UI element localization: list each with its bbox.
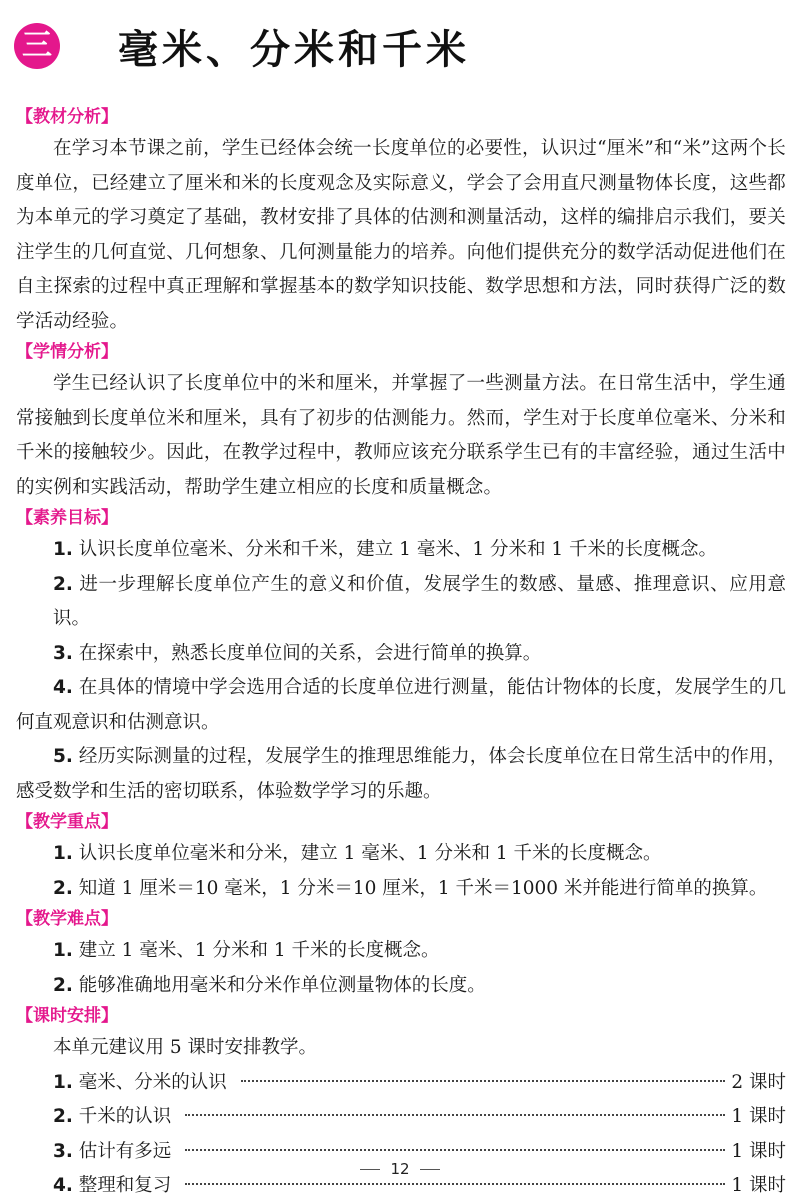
chapter-number-badge: 三 [14,23,60,69]
goal-number: 3. [53,642,73,664]
schedule-row [16,1100,786,1135]
schedule-number: 1. [53,1071,73,1093]
goal-number: 5. [53,746,73,767]
key-point-item [16,872,786,907]
goal-item [16,533,786,568]
difficulty-number: 1. [53,940,73,961]
schedule-hours: 2 课时 [731,1071,786,1093]
chapter-header [14,18,470,74]
dot-leader [185,1114,725,1116]
goal-item [16,637,786,672]
page-number: 12 [390,1160,410,1178]
goal-text: 进一步理解长度单位产生的意义和价值，发展学生的数感、量感、推理意识、应用意识。 [53,573,786,629]
schedule-lesson [53,1100,171,1135]
section-heading-teaching-material: 【教材分析】 [16,107,118,127]
goal-item [16,568,786,637]
schedule-hours: 1 课时 [731,1106,786,1127]
goal-text: 在具体的情境中学会选用合适的长度单位进行测量，能估计物体的长度，发展学生的几何直观意识和估测意识。 [16,677,786,733]
key-point-number: 1. [53,843,73,864]
difficulty-item [16,969,786,1004]
section-heading-goals: 【素养目标】 [16,508,118,528]
schedule-row [16,1066,786,1101]
schedule-intro: 本单元建议用 5 课时安排教学。 [53,1037,318,1058]
schedule-number: 2. [53,1106,73,1127]
footer-dash-left [360,1169,380,1170]
chapter-title: 毫米、分米和千米 [118,26,470,73]
dot-leader [185,1149,725,1151]
difficulty-item [16,934,786,969]
goal-item [16,671,786,740]
key-point-text: 知道 1 厘米＝10 毫米，1 分米＝10 厘米，1 千米＝1000 米并能进行简单的换算。 [78,877,768,899]
difficulty-text: 能够准确地用毫米和分米作单位测量物体的长度。 [78,974,486,996]
goal-text: 在探索中，熟悉长度单位间的关系，会进行简单的换算。 [78,642,542,664]
dot-leader [185,1183,725,1185]
section-heading-student-analysis: 【学情分析】 [16,342,118,362]
schedule-lesson-name: 估计有多远 [78,1140,172,1162]
goal-number: 2. [53,573,73,595]
schedule-number: 3. [53,1140,73,1162]
schedule-lesson-name: 千米的认识 [78,1106,172,1127]
goal-text: 认识长度单位毫米、分米和千米，建立 1 毫米、1 分米和 1 千米的长度概念。 [78,539,718,560]
teaching-material-paragraph: 在学习本节课之前，学生已经体会统一长度单位的必要性，认识过“厘米”和“米”这两个长度单位，已经建立了厘米和米的长度观念及实际意义，学会了会用直尺测量物体长度，这些都为本单元的学习奠定了基础，教材安排了具体的估测和测量活动，这样的编排启示我们，要关注学生的几何直觉、几何想象、几何测量能力的培养。向他们提供充分的数学活动促进他们在自主探索的过程中真正理解和掌握基本的数学知识技能、数学思想和方法，同时获得广泛的数学活动经验。 [16,138,786,332]
section-heading-schedule: 【课时安排】 [16,1006,118,1026]
difficulty-number: 2. [53,974,73,996]
difficulty-text: 建立 1 毫米、1 分米和 1 千米的长度概念。 [78,940,440,961]
goal-item [16,740,786,809]
section-heading-key-points: 【教学重点】 [16,812,118,832]
page-footer [0,1160,800,1178]
key-point-text: 认识长度单位毫米和分米，建立 1 毫米、1 分米和 1 千米的长度概念。 [78,843,662,864]
goal-number: 1. [53,539,73,560]
key-point-item [16,837,786,872]
page-content [16,104,786,1204]
schedule-lesson-name: 整理和复习 [78,1175,172,1196]
schedule-lesson-name: 毫米、分米的认识 [78,1071,227,1093]
footer-dash-right [420,1169,440,1170]
student-analysis-paragraph: 学生已经认识了长度单位中的米和厘米，并掌握了一些测量方法。在日常生活中，学生通常接触到长度单位米和厘米，具有了初步的估测能力。然而，学生对于长度单位毫米、分米和千米的接触较少。因此，在教学过程中，教师应该充分联系学生已有的丰富经验，通过生活中的实例和实践活动，帮助学生建立相应的长度和质量概念。 [16,373,786,498]
schedule-hours: 1 课时 [731,1175,786,1196]
key-point-number: 2. [53,877,73,899]
goal-number: 4. [53,677,73,698]
dot-leader [241,1080,726,1082]
schedule-number: 4. [53,1175,73,1196]
goal-text: 经历实际测量的过程，发展学生的推理思维能力，体会长度单位在日常生活中的作用，感受数学和生活的密切联系，体验数学学习的乐趣。 [16,746,786,802]
section-heading-difficulties: 【教学难点】 [16,909,118,929]
schedule-hours: 1 课时 [731,1140,786,1162]
schedule-lesson [53,1066,227,1101]
